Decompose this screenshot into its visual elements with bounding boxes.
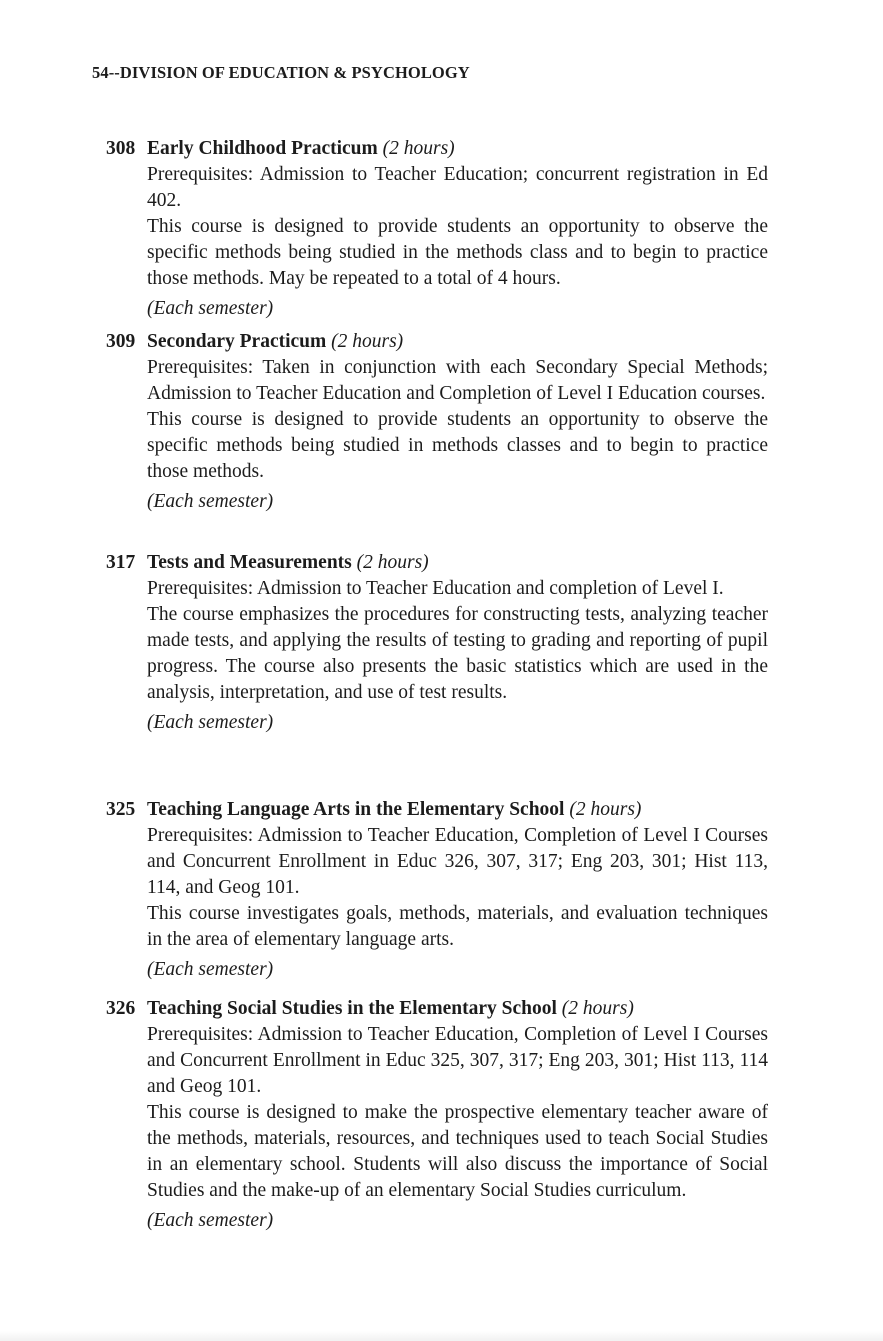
course-offered: (Each semester)	[147, 1210, 274, 1231]
course-name: Early Childhood Practicum	[147, 138, 378, 159]
course-body	[147, 1022, 768, 1234]
course-description: This course is designed to make the prospective elementary teacher aware of the methods, materials, resources, and techniques used to teach Social Studies in an elementary school. Students will also discuss the importance of Social Studies and the make-up of an elementary Social Studies curriculum.	[147, 1102, 768, 1201]
course-prerequisites: Prerequisites: Admission to Teacher Education; concurrent registration in Ed 402.	[147, 164, 768, 211]
course-number: 325	[106, 799, 136, 820]
page-header: 54--DIVISION OF EDUCATION & PSYCHOLOGY	[92, 63, 470, 82]
course-body	[147, 355, 768, 515]
course-offered: (Each semester)	[147, 298, 274, 319]
course-description: The course emphasizes the procedures for constructing tests, analyzing teacher made tests, and applying the results of testing to grading and reporting of pupil progress. The course also presents the basic statistics which are used in the analysis, interpretation, and use of test results.	[147, 604, 768, 703]
course-number: 317	[106, 552, 136, 573]
course-description: This course is designed to provide students an opportunity to observe the specific methods being studied in the methods class and to begin to practice those methods. May be repeated to a total of 4 hours.	[147, 216, 768, 289]
course-description: This course investigates goals, methods, materials, and evaluation techniques in the area of elementary language arts.	[147, 903, 768, 950]
course-title	[106, 329, 776, 355]
course-title	[106, 550, 776, 576]
course-number: 326	[106, 998, 136, 1019]
course-name: Secondary Practicum	[147, 331, 327, 352]
course-title	[106, 996, 776, 1022]
course-body	[147, 162, 768, 322]
scan-edge-shadow	[0, 1331, 883, 1341]
course-number: 309	[106, 331, 136, 352]
course-offered: (Each semester)	[147, 959, 274, 980]
course-entry-325	[106, 797, 776, 983]
course-hours: (2 hours)	[561, 998, 634, 1019]
course-hours: (2 hours)	[356, 552, 429, 573]
course-offered: (Each semester)	[147, 491, 274, 512]
course-hours: (2 hours)	[382, 138, 455, 159]
course-prerequisites: Prerequisites: Admission to Teacher Education, Completion of Level I Courses and Concurrent Enrollment in Educ 326, 307, 317; Eng 203, 301; Hist 113, 114, and Geog 101.	[147, 825, 768, 898]
course-prerequisites: Prerequisites: Taken in conjunction with each Secondary Special Methods; Admission to Teacher Education and Completion of Level I Education courses.	[147, 357, 768, 404]
course-offered: (Each semester)	[147, 712, 274, 733]
course-hours: (2 hours)	[569, 799, 642, 820]
course-hours: (2 hours)	[331, 331, 404, 352]
course-entry-317	[106, 550, 776, 736]
course-prerequisites: Prerequisites: Admission to Teacher Education and completion of Level I.	[147, 578, 724, 599]
course-entry-309	[106, 329, 776, 515]
course-prerequisites: Prerequisites: Admission to Teacher Education, Completion of Level I Courses and Concurrent Enrollment in Educ 325, 307, 317; Eng 203, 301; Hist 113, 114 and Geog 101.	[147, 1024, 768, 1097]
course-body	[147, 823, 768, 983]
course-name: Teaching Language Arts in the Elementary School	[147, 799, 565, 820]
course-title	[106, 136, 776, 162]
course-title	[106, 797, 776, 823]
course-number: 308	[106, 138, 136, 159]
course-body	[147, 576, 768, 736]
course-name: Teaching Social Studies in the Elementary School	[147, 998, 557, 1019]
course-entry-308	[106, 136, 776, 322]
course-name: Tests and Measurements	[147, 552, 352, 573]
course-description: This course is designed to provide students an opportunity to observe the specific methods being studied in methods classes and to begin to practice those methods.	[147, 409, 768, 482]
course-entry-326	[106, 996, 776, 1234]
